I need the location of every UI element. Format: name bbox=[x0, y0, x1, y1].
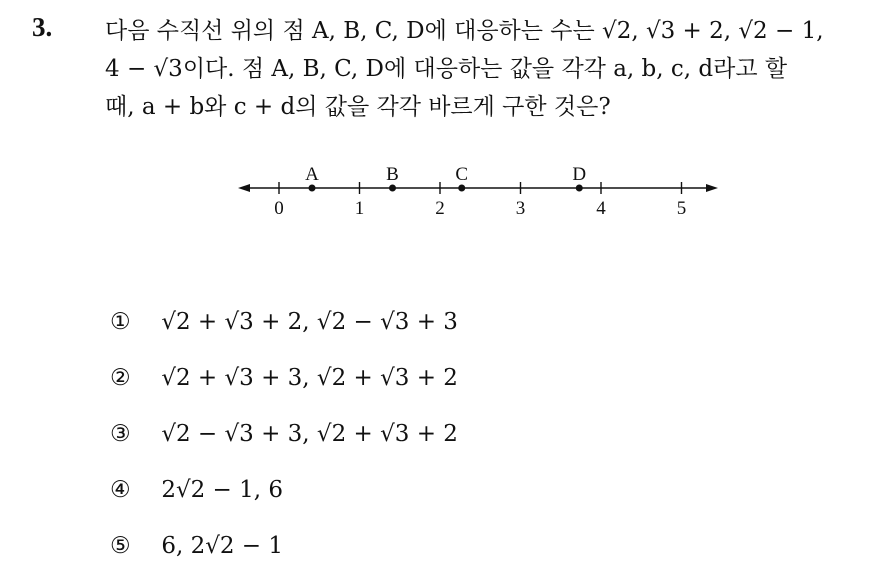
choice-2-text: √2 + √3 + 3, √2 + √3 + 2 bbox=[161, 365, 458, 391]
tick-label-5: 5 bbox=[676, 198, 687, 219]
question-number: 3. bbox=[32, 12, 53, 42]
stem-line-1: 다음 수직선 위의 점 A, B, C, D에 대응하는 수는 √2, √3 + 2, √2 − 1, bbox=[105, 18, 824, 44]
choice-3-text: √2 − √3 + 3, √2 + √3 + 2 bbox=[161, 421, 458, 447]
choice-4-text: 2√2 − 1, 6 bbox=[161, 477, 284, 503]
choice-1-text: √2 + √3 + 2, √2 − √3 + 3 bbox=[161, 309, 458, 335]
answer-choices bbox=[110, 302, 458, 582]
choice-3[interactable] bbox=[110, 414, 458, 470]
stem-line-2: 4 − √3이다. 점 A, B, C, D에 대응하는 값을 각각 a, b, c, d라고 할 bbox=[105, 56, 788, 82]
point-A bbox=[309, 185, 316, 192]
point-label-B: B bbox=[386, 164, 399, 185]
point-label-A: A bbox=[305, 164, 319, 185]
right-arrow-icon bbox=[706, 184, 718, 192]
tick-label-3: 3 bbox=[515, 198, 526, 219]
point-D bbox=[576, 185, 583, 192]
tick-label-2: 2 bbox=[435, 198, 445, 219]
choice-5[interactable] bbox=[110, 526, 458, 582]
choice-4-mark: ④ bbox=[110, 477, 131, 503]
tick-label-0: 0 bbox=[274, 198, 284, 219]
choice-1-mark: ① bbox=[110, 309, 131, 335]
tick-label-1: 1 bbox=[354, 198, 365, 219]
left-arrow-icon bbox=[238, 184, 250, 192]
point-label-D: D bbox=[572, 164, 587, 185]
number-line bbox=[236, 160, 726, 220]
choice-2-mark: ② bbox=[110, 365, 131, 391]
point-C bbox=[458, 185, 465, 192]
point-label-C: C bbox=[455, 164, 469, 185]
choice-4[interactable] bbox=[110, 470, 458, 526]
choice-1[interactable] bbox=[110, 302, 458, 358]
choice-5-mark: ⑤ bbox=[110, 533, 131, 559]
question-stem bbox=[105, 12, 875, 126]
choice-3-mark: ③ bbox=[110, 421, 131, 447]
choice-5-text: 6, 2√2 − 1 bbox=[161, 533, 284, 559]
tick-label-4: 4 bbox=[596, 198, 606, 219]
stem-line-3: 때, a + b와 c + d의 값을 각각 바르게 구한 것은? bbox=[105, 94, 611, 120]
choice-2[interactable] bbox=[110, 358, 458, 414]
point-B bbox=[389, 185, 396, 192]
